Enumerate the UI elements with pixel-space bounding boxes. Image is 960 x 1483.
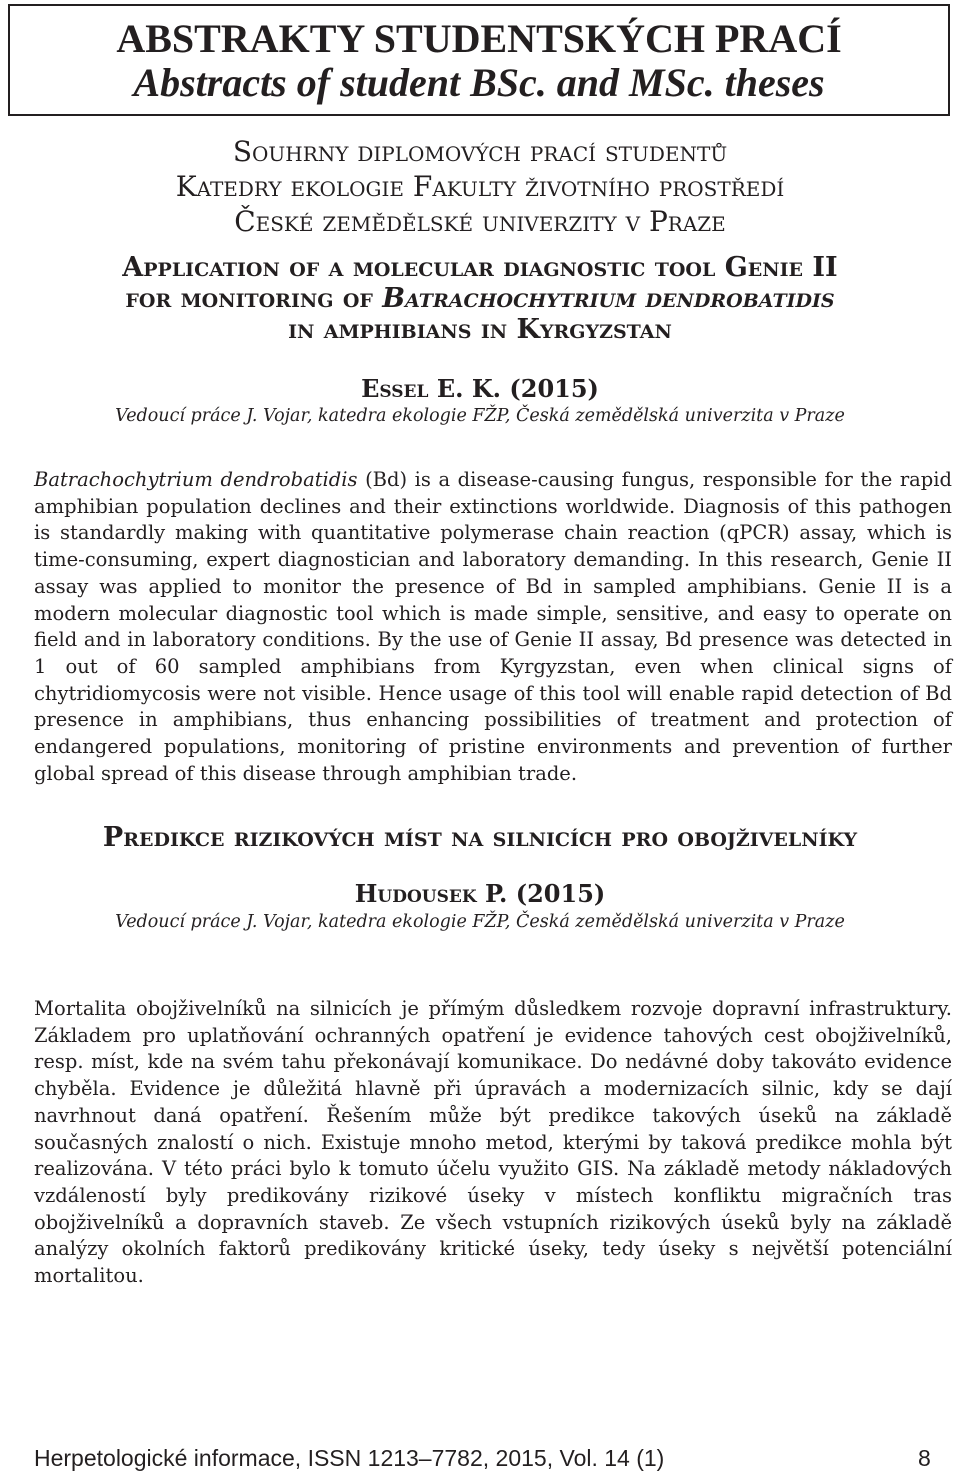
section-header-box — [8, 4, 950, 116]
abstract-1-supervisor: Vedoucí práce J. Vojar, katedra ekologie FŽP, Česká zemědělská univerzita v Praze — [115, 406, 845, 426]
abstract-2-supervisor: Vedoucí práce J. Vojar, katedra ekologie FŽP, Česká zemědělská univerzita v Praze — [115, 912, 845, 932]
journal-citation: Herpetologické informace, ISSN 1213–7782, 2015, Vol. 14 (1) — [34, 1445, 665, 1471]
abstract-1-title-line-1: Application of a molecular diagnostic tool Genie II — [122, 252, 838, 283]
abstract-1-body — [34, 467, 952, 787]
abstract-1-title-line-2 — [0, 283, 960, 314]
abstract-2-title: Predikce rizikových míst na silnicích pro obojživelníky — [102, 822, 858, 853]
abstract-1-title — [0, 252, 960, 345]
abstract-1-title-line-2-text: for monitoring of — [125, 283, 383, 314]
abstract-1-author: Essel E. K. (2015) — [361, 374, 599, 403]
section-title-english: Abstracts of student BSc. and MSc. theses — [133, 60, 825, 105]
department-line-1: Souhrny diplomových prací studentů — [232, 135, 728, 168]
department-line-3: České zemědělské univerzity v Praze — [234, 205, 726, 238]
abstract-2-author: Hudousek P. (2015) — [354, 879, 606, 908]
department-heading — [0, 134, 960, 239]
page-number: 8 — [918, 1445, 931, 1471]
abstract-1-body-species: Batrachochytrium dendrobatidis — [34, 468, 358, 491]
section-title-czech: ABSTRAKTY STUDENTSKÝCH PRACÍ — [116, 16, 842, 61]
abstract-1-body-text: (Bd) is a disease-causing fungus, responsible for the rapid amphibian population declines and their extinctions worldwide. Diagnosis of this pathogen is standardly making with quantitative polymerase chain reaction (qPCR) assay, which is time-consuming, expert diagnostician and laboratory demanding. In this research, Genie II assay was applied to monitor the presence of Bd in sampled amphibians. Genie II is a modern molecular diagnostic tool which is made simple, sensitive, and easy to operate on field and in laboratory conditions. By the use of Genie II assay, Bd presence was detected in 1 out of 60 sampled amphibians from Kyrgyzstan, even when clinical signs of chytridiomycosis were not visible. Hence usage of this tool will enable rapid detection of Bd presence in amphibians, thus enhancing possibilities of treatment and protection of endangered populations, monitoring of pristine environments and prevention of further global spread of this disease through amphibian trade. — [34, 468, 952, 785]
page-footer — [0, 1440, 960, 1476]
abstract-2-body: Mortalita obojživelníků na silnicích je přímým důsledkem rozvoje dopravní infrastruktury. Základem pro uplatňování ochranných opatření je evidence tahových cest obojživelníků, resp. míst, kde na svém tahu překonávají komunikace. Do nedávné doby takováto evidence chyběla. Evidence je důležitá hlavně při úpravách a modernizacích silnic, kdy se dají navrhnout daná opatření. Řešením může být predikce takových úseků na základě současných znalostí o nich. Existuje mnoho metod, kterými by taková predikce mohla být realizována. V této práci bylo k tomuto účelu využito GIS. Na základě metody nákladových vzdáleností byly predikovány rizikové úseky v místech konfliktu migračních tras obojživelníků a dopravních staveb. Ze všech vstupních rizikových úseků byly na základě analýzy okolních faktorů predikovány kritické úseky, tedy úseky s největší potenciální mortalitou. — [34, 997, 952, 1288]
abstract-1-title-species: Batrachochytrium dendrobatidis — [382, 283, 835, 314]
department-line-2: Katedry ekologie Fakulty životního prostředí — [175, 170, 785, 203]
abstract-1-title-line-3: in amphibians in Kyrgyzstan — [288, 314, 672, 345]
